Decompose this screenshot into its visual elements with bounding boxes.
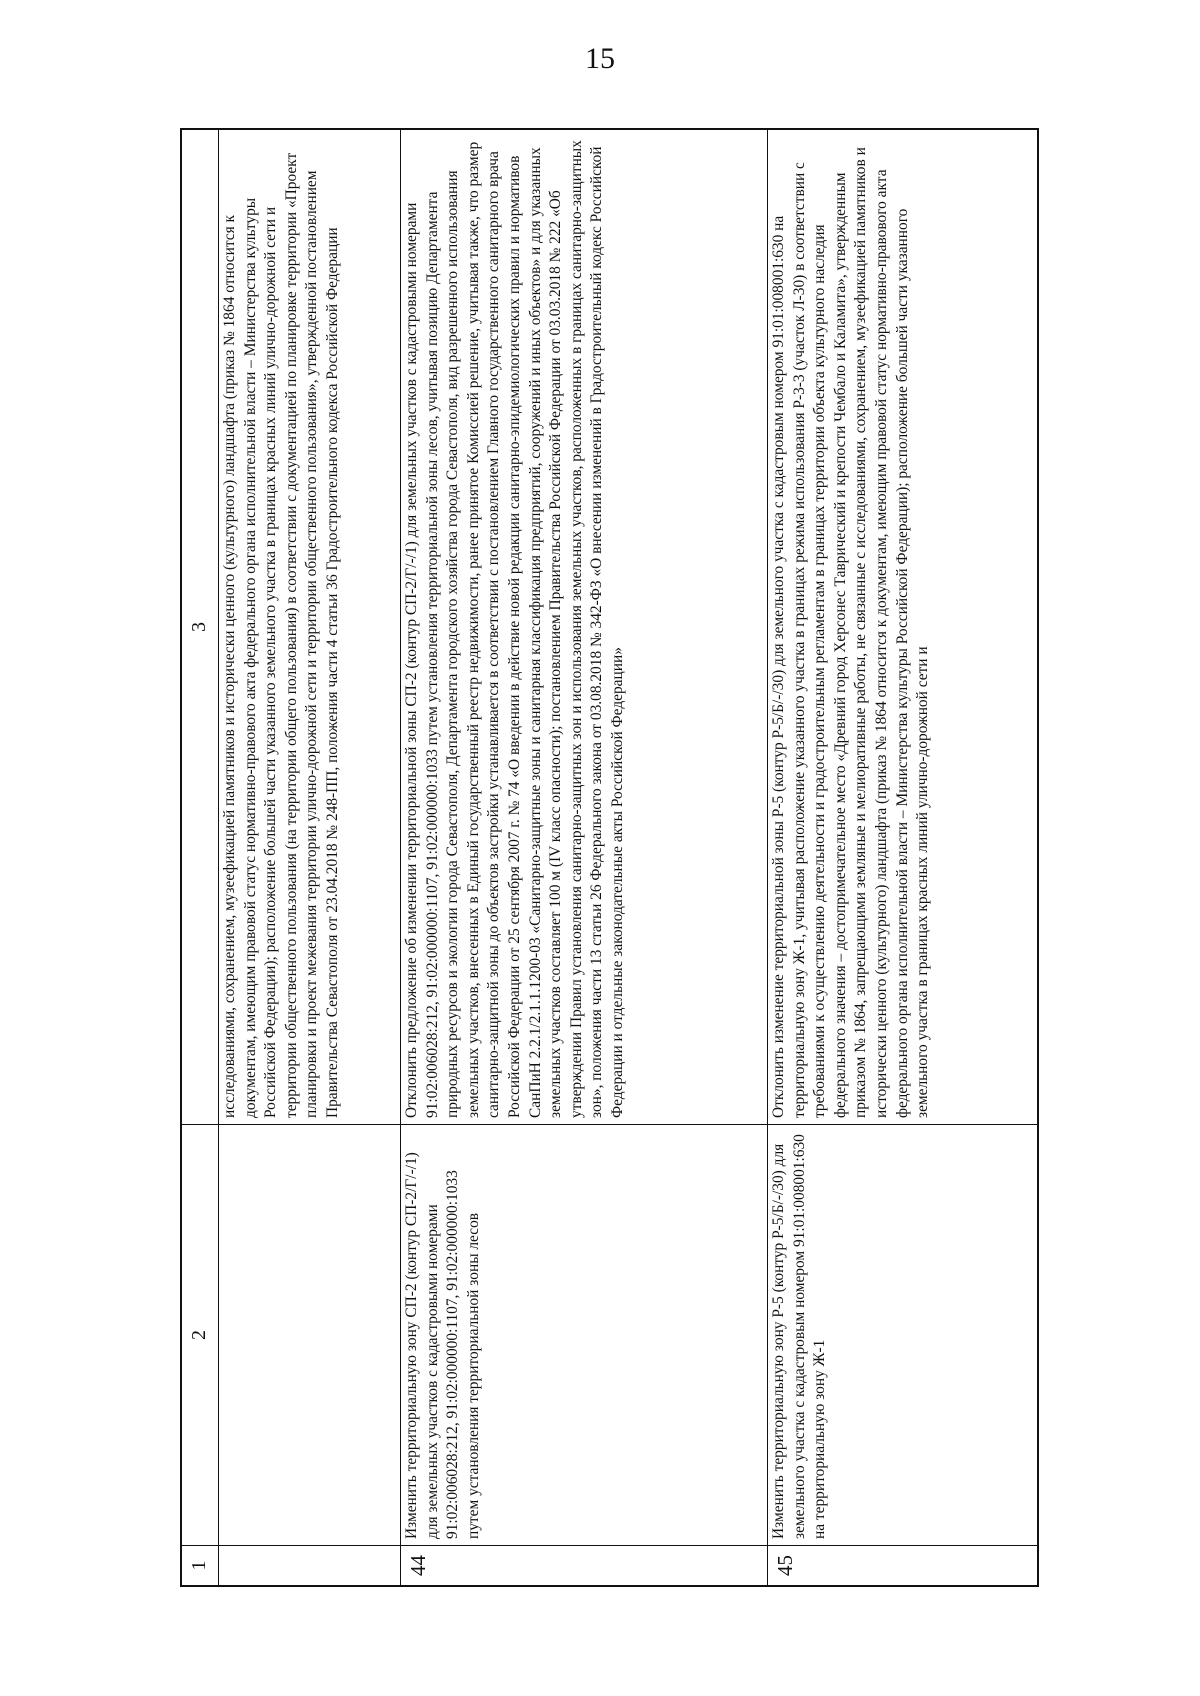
table-header-row: [182, 130, 219, 1585]
proposal-text: [219, 1124, 400, 1545]
column-header-3: 3: [188, 622, 210, 632]
decision-text: Отклонить предложение об изменении территориальной зоны СП-2 (контур СП-2/Г/-/1) для земельных участков с кадастровыми номерами 91:02:006028:212, 91:02:000000:1107, 91:02:000000:1033 путем установления территориальной зоны лесов, учитывая позицию Департамента природных ресурсов и экологии города Севастополя, Департамента городского хозяйства города Севастополя, вид разрешенного использования земельных участков, внесенных в Единый государственный реестр недвижимости, ранее принятое Комиссией решение, учитывая также, что размер санитарно-защитной зоны до объектов застройки устанавливается в соответствии с постановлением Главного государственного санитарного врача Российской Федерации от 25 сентября 2007 г. № 74 «О введении в действие новой редакции санитарно-эпидемиологических правил и нормативов СанПиН 2.2.1/2.1.1.1200-03 «Санитарно-защитные зоны и санитарная классификация предприятий, сооружений и иных объектов» и для указанных земельных участков составляет 100 м (IV класс опасности); постановлением Правительства Российской Федерации от 03.03.2018 № 222 «Об утверждении Правил установления санитарно-защитных зон и использования земельных участков, расположенных в границах санитарно-защитных зон», положения части 13 статьи 26 Федерального закона от 03.08.2018 № 342-ФЗ «О внесении изменений в Градостроительный кодекс Российской Федерации и отдельные законодательные акты Российской Федерации»: [403, 140, 626, 1118]
proposal-text: Изменить территориальную зону Р-5 (контур Р-5/Б/-/30) для земельного участка с кадастровым номером 91:01:008001:630 на территориальную зону Ж-1: [768, 1124, 1037, 1545]
row-number: [219, 1545, 400, 1585]
decision-text: исследованиями, сохранением, музеефикацией памятников и исторически ценного (культурного) ландшафта (приказ № 1864 относится к документам, имеющим правовой статус нормативно-правового акта федерального органа исполнительной власти – Министерства культуры Российской Федерации); расположение большей части указанного земельного участка в границах красных линий улично-дорожной сети и территории общественного пользования (на территории общего пользования) в соответствии с документацией по планировке территории «Проект планировки и проект межевания территории улично-дорожной сети и территории общественного пользования», утвержденной постановлением Правительства Севастополя от 23.04.2018 № 248-ПП, положения части 4 статьи 36 Градостроительного кодекса Российской Федерации: [221, 152, 341, 1118]
row-number: 44: [401, 1545, 767, 1585]
proposal-text: Изменить территориальную зону СП-2 (контур СП-2/Г/-/1) для земельных участков с кадастровыми номерами 91:02:006028:212, 91:02:000000:1107, 91:02:000000:1033 путем установления территориальной зоны лесов: [401, 1124, 767, 1545]
column-header-2: 2: [182, 1124, 218, 1545]
table-row-continuation: [219, 130, 401, 1585]
decisions-table: [180, 128, 1039, 1587]
page-number: 15: [585, 42, 615, 75]
table-row-45: [768, 130, 1037, 1585]
decision-text: Отклонить изменение территориальной зоны Р-5 (контур Р-5/Б/-/30) для земельного участка с кадастровым номером 91:01:008001:630 на территориальную зону Ж-1, учитывая расположение указанного участка в границах режима использования Р-3-3 (участок Л-30) в соответствии с требованиями к осуществлению деятельности и градостроительным регламентам в границах территории объекта культурного наследия федерального значения – достопримечательное место «Древний город Херсонес Таврический и крепости Чембало и Каламита», утвержденным приказом № 1864, запрещающими земляные и мелиоративные работы, не связанные с исследованиями, сохранением, музеефикацией памятников и исторически ценного (культурного) ландшафта (приказ № 1864 относится к документам, имеющим правовой статус нормативно-правового акта федерального органа исполнительной власти – Министерства культуры Российской Федерации); расположение большей части указанного земельного участка в границах красных линий улично-дорожной сети и: [770, 147, 932, 1118]
table-row-44: [401, 130, 768, 1585]
row-number: 45: [768, 1545, 1037, 1585]
column-header-1: 1: [182, 1545, 218, 1585]
